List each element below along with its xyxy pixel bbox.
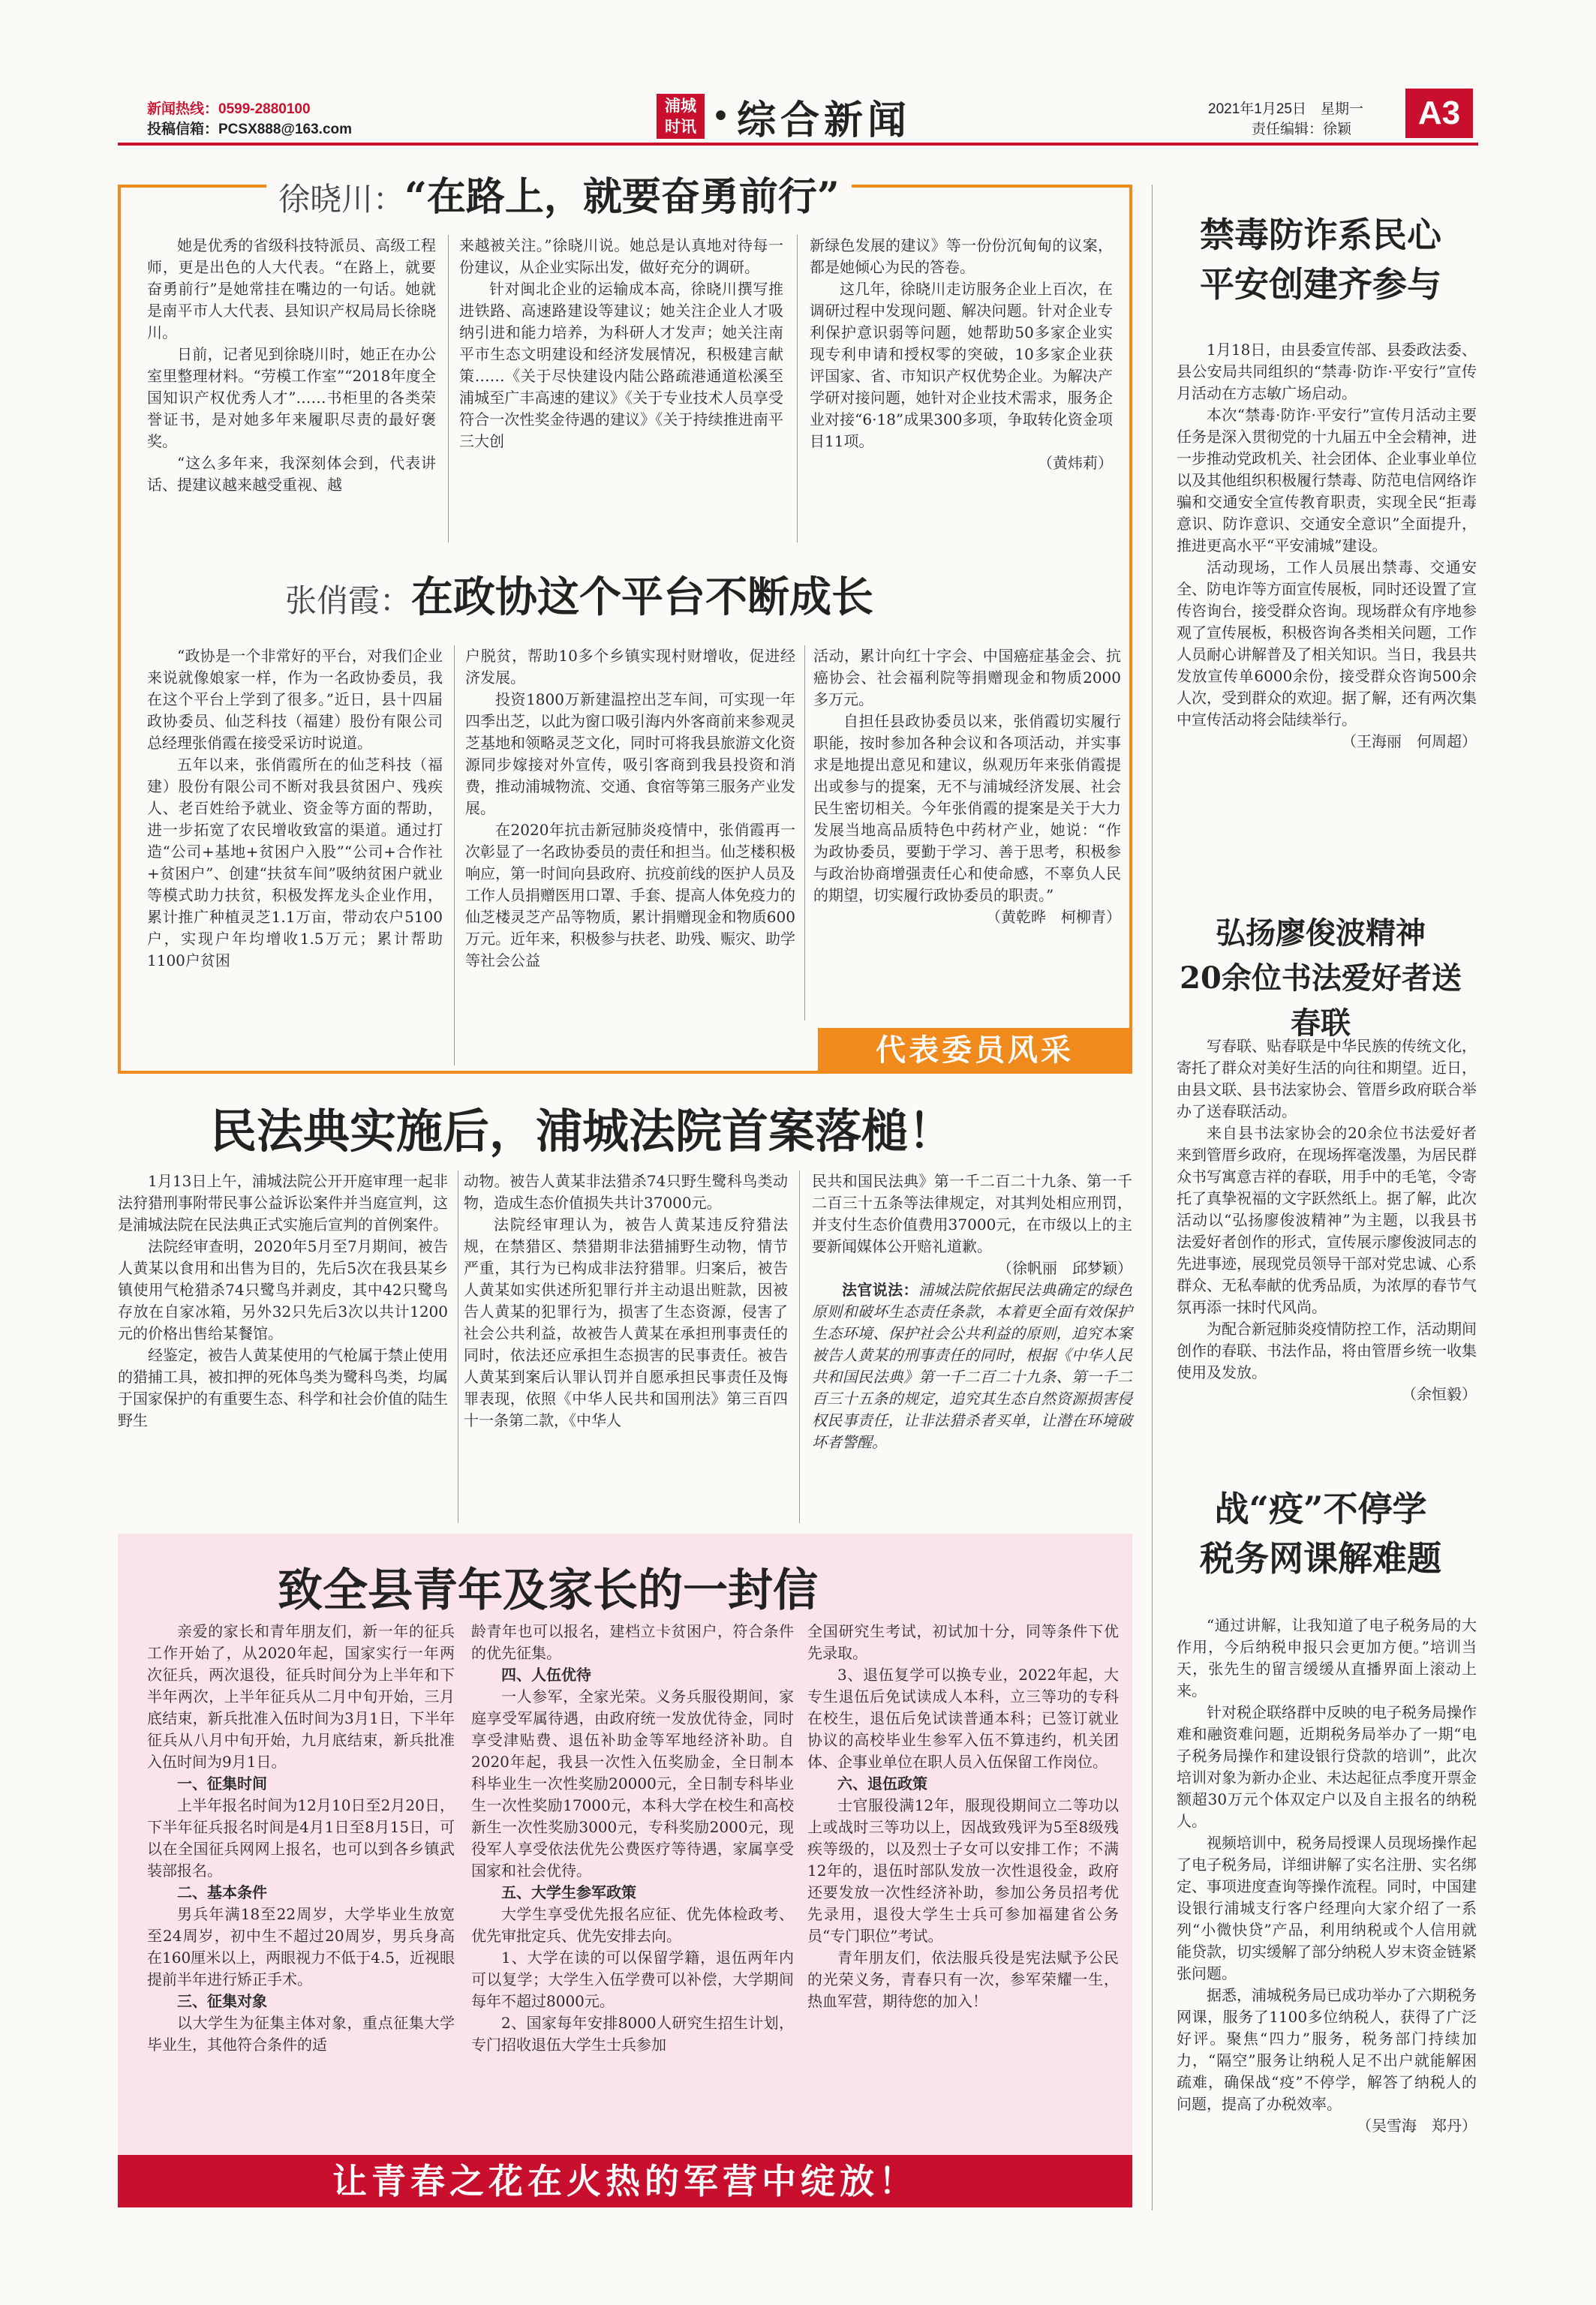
column-tag: 代表委员风采 (818, 1028, 1132, 1073)
divider (799, 1171, 800, 1523)
article-2-col-3: 活动，累计向红十字会、中国癌症基金会、抗癌协会、社会福利院等捐赠现金和物质2000多万元。 自担任县政协委员以来，张俏霞切实履行职能，按时参加各种会议和各项活动，并实事求是地提出意见和建议，纵观历年来张俏霞提出或参与的提案，无不与浦城经济发展、社会民生密切相关。今年张俏霞的提案是关于大力发展当地高品质特色中药材产业，她说：“作为政协委员，要勤于学习、善于思考，积极参与政治协商增强责任心和使命感，不辜负人民的期望，切实履行政协委员的职责。” （黄乾晔 柯柳青） (813, 645, 1121, 928)
article-2-col-1: “政协是一个非常好的平台，对我们企业来说就像娘家一样，作为一名政协委员，我在这个平台上学到了很多。”近日，县十四届政协委员、仙芝科技（福建）股份有限公司总经理张俏霞在接受采访时说道。 五年以来，张俏霞所在的仙芝科技（福建）股份有限公司不断对我县贫困户、残疾人、老百姓给予就业、资金等方面的帮助，进一步拓宽了农民增收致富的渠道。通过打造“公司+基地+贫困户入股”“公司+合作社+贫困户”、创建“扶贫车间”吸纳贫困户就业等模式助力扶贫，积极发挥龙头企业作用，累计推广种植灵芝1.1万亩，带动农户5100户，实现户年均增收1.5万元；累计帮助1100户贫困 (147, 647, 443, 969)
article-7-headline: 战“疫”不停学 税务网课解难题 (1200, 1489, 1441, 1579)
article-1-col-1: 她是优秀的省级科技特派员、高级工程师，更是出色的人大代表。“在路上，就要奋勇前行”是她常挂在嘴边的一句话。她就是南平市人大代表、县知识产权局局长徐晓川。 日前，记者见到徐晓川时，她正在办公室里整理材料。“劳模工作室”“2018年度全国知识产权优秀人才”……书柜里的各类荣誉证书，是对她多年来履职尽责的最好褒奖。 “这么多年来，我深刻体会到，代表讲话、提建议越来越受重视、越 (147, 236, 436, 494)
byline: （吴雪海 郑丹） (1357, 2117, 1477, 2135)
divider (448, 235, 449, 542)
column-divider (1152, 185, 1153, 2210)
hotline: 新闻热线：0599-2880100 (147, 101, 311, 117)
byline: （黄乾晔 柯柳青） (986, 908, 1121, 926)
article-1-col-3: 新绿色发展的建议》等一份份沉甸甸的议案，都是她倾心为民的答卷。 这几年，徐晓川走访服务企业上百次，在调研过程中发现问题、解决问题。针对企业专利保护意识弱等问题，她帮助50多家企业实现专利申请和授权零的突破，10多家企业获评国家、省、市知识产权优势企业。为解决产学研对接问题，她针对企业技术需求，服务企业对接“6·18”成果300多项，争取转化资金项目11项。 （黄炜莉） (810, 235, 1113, 474)
byline: （徐帆丽 邱梦颖） (997, 1259, 1132, 1277)
page-number: A3 (1405, 89, 1473, 138)
mast-dot: • (712, 101, 730, 132)
article-2-col-2: 户脱贫，帮助10多个乡镇实现村财增收，促进经济发展。 投资1800万新建温控出芝车间，可实现一年四季出芝，以此为窗口吸引海内外客商前来参观灵芝基地和领略灵芝文化，同时可将我县旅游文化资源同步嫁接对外宣传，吸引客商到我县投资和消费，推动浦城物流、交通、食宿等第三服务产业发展。 在2020年抗击新冠肺炎疫情中，张俏霞再一次彰显了一名政协委员的责任和担当。仙芝楼积极响应，第一时间向县政府、抗疫前线的医护人员及工作人员捐赠医用口罩、手套、提高人体免疫力的仙芝楼灵芝产品等物质，累计捐赠现金和物质600万元。近年来，积极参与扶老、助残、赈灾、助学等社会公益 (465, 647, 795, 969)
article-1-headline: 徐晓川：“在路上，就要奋勇前行” (266, 165, 852, 221)
byline: （王海丽 何周超） (1342, 732, 1477, 750)
article-5-body: 1月18日，由县委宣传部、县委政法委、县公安局共同组织的“禁毒·防诈·平安行”宣传月活动在方志敏广场启动。 本次“禁毒·防诈·平安行”宣传月活动主要任务是深入贯彻党的十九届五中全会精神，进一步推动党政机关、社会团体、企业事业单位以及其他组织积极履行禁毒、防范电信网络诈骗和交通安全宣传教育职责，实现全民“拒毒意识、防诈意识、交通安全意识”全面提升，推进更高水平“平安浦城”建设。 活动现场，工作人员展出禁毒、交通安全、防电诈等方面宣传展板，同时还设置了宣传咨询台，接受群众咨询。现场群众有序地参观了宣传展板，积极咨询各类相关问题，工作人员耐心讲解普及了相关知识。当日，我县共发放宣传单6000余份，接受群众咨询500余人次，受到群众的欢迎。据了解，还有两次集中宣传活动将会陆续举行。 （王海丽 何周超） (1177, 339, 1477, 753)
article-4-headline: 致全县青年及家长的一封信 (278, 1564, 818, 1617)
article-4-col-2: 龄青年也可以报名，建档立卡贫困户，符合条件的优先征集。 四、人伍优待 一人参军，全家光荣。义务兵服役期间，家庭享受军属待遇，由政府统一发放优待金，同时享受津贴费、退伍补助金等军地经济补助。自2020年起，我县一次性入伍奖励金，全日制本科毕业生一次性奖励20000元，全日制专科毕业生一次性奖励17000元，本科大学在校生和高校新生一次性奖励3000元，专科奖励2000元，现役军人享受依法优先公费医疗等待遇，家属享受国家和社会优待。 五、大学生参军政策 大学生享受优先报名应征、优先体检政考、优先审批定兵、优先安排去向。 1、大学在读的可以保留学籍，退伍两年内可以复学；大学生入伍学费可以补偿，大学期间每年不超过8000元。 2、国家每年安排8000人研究生招生计划，专门招收退伍大学生士兵参加 (471, 1622, 794, 2054)
masthead (657, 90, 911, 143)
divider (797, 235, 798, 542)
article-7-body: “通过讲解，让我知道了电子税务局的大作用，今后纳税申报只会更加方便。”培训当天，张先生的留言缓缓从直播界面上滚动上来。 针对税企联络群中反映的电子税务局操作难和融资难问题，近期税务局举办了一期“电子税务局操作和建设银行贷款的培训”，此次培训对象为新办企业、未达起征点季度开票金额超30万元个体双定户以及自主报名的纳税人。 视频培训中，税务局授课人员现场操作起了电子税务局，详细讲解了实名注册、实名绑定、事项进度查询等操作流程。同时，中国建设银行浦城支行客户经理向大家介绍了一系列“小微快贷”产品，利用纳税或个人信用就能贷款，切实缓解了部分纳税人岁末资金链紧张问题。 据悉，浦城税务局已成功举办了六期税务网课，服务了1100多位纳税人，获得了广泛好评。聚焦“四力”服务，税务部门持续加力，“隔空”服务让纳税人足不出户就能解困疏难，确保战“疫”不停学，解答了纳税人的问题，提高了办税效率。 （吴雪海 郑丹） (1177, 1615, 1477, 2137)
article-3-col-2: 动物。被告人黄某非法猎杀74只野生鹭科鸟类动物，造成生态价值损失共计37000元。 法院经审理认为，被告人黄某违反狩猎法规，在禁猎区、禁猎期非法猎捕野生动物，情节严重，其行为已构成非法狩猎罪。归案后，被告人黄某如实供述所犯罪行并主动退出赃款，因被告人黄某的犯罪行为，损害了生态资源，侵害了社会公共利益，故被告人黄某在承担刑事责任的同时，依法还应承担生态损害的民事责任。被告人黄某到案后认罪认罚并自愿承担民事责任及悔罪表现，依照《中华人民共和国刑法》第三百四十一条第二款，《中华人 (464, 1172, 788, 1429)
editor: 责任编辑：徐颖 (1252, 122, 1352, 137)
divider (454, 645, 455, 1065)
article-4-col-1: 亲爱的家长和青年朋友们，新一年的征兵工作开始了，从2020年起，国家实行一年两次征兵，两次退役，征兵时间分为上半年和下半年两次，上半年征兵从二月中旬开始，三月底结束，新兵批准入伍时间为3月1日，下半年征兵从八月中旬开始，九月底结束，新兵批准入伍时间为9月1日。 一、征集时间 上半年报名时间为12月10日至2月20日，下半年征兵报名时间是4月1日至8月15日，可以在全国征兵网网上报名，也可以到各乡镇武装部报名。 二、基本条件 男兵年满18至22周岁，大学毕业生放宽至24周岁，初中生不超过20周岁，男兵身高在160厘米以上，两眼视力不低于4.5，近视眼提前半年进行矫正手术。 三、征集对象 以大学生为征集主体对象，重点征集大学毕业生，其他符合条件的适 (147, 1622, 455, 2054)
byline: （余恒毅） (1402, 1385, 1477, 1403)
article-1-col-2: 来越被关注。”徐晓川说。她总是认真地对待每一份建议，从企业实际出发，做好充分的调研。 针对闽北企业的运输成本高，徐晓川撰写推进铁路、高速路建设等建议；她关注企业人才吸纳引进和能力培养，为科研人才发声；她关注南平市生态文明建设和经济发展情况，积极建言献策……《关于尽快建设内陆公路疏港通道松溪至浦城至广丰高速的建议》《关于专业技术人员享受符合一次性奖金待遇的建议》《关于持续推进南平三大创 (459, 236, 783, 450)
article-2-headline: 张俏霞：在政协这个平台不断成长 (285, 572, 874, 622)
article-3-headline: 民法典实施后，浦城法院首案落槌！ (210, 1104, 955, 1159)
article-6-body: 写春联、贴春联是中华民族的传统文化，寄托了群众对美好生活的向往和期望。近日，由县文联、县书法家协会、管厝乡政府联合举办了送春联活动。 来自县书法家协会的20余位书法爱好者来到管厝乡政府，在现场挥毫泼墨，为居民群众书写寓意吉祥的春联，用手中的毛笔，令寄托了真挚祝福的文字跃然纸上。据了解，此次活动以“弘扬廖俊波精神”为主题，以我县书法爱好者创作的形式，宣传展示廖俊波同志的先进事迹，展现党员领导干部对党忠诚、心系群众、无私奉献的优秀品质，为浓厚的春节气氛再添一抹时代风尚。 为配合新冠肺炎疫情防控工作，活动期间创作的春联、书法作品，将由管厝乡统一收集使用及发放。 （余恒毅） (1177, 1035, 1477, 1405)
issue-date: 2021年1月25日 星期一 (1208, 101, 1363, 117)
article-5-headline: 禁毒防诈系民心 平安创建齐参与 (1200, 215, 1441, 305)
header-rule (118, 143, 1478, 146)
divider (804, 645, 805, 1020)
header-contact (147, 99, 352, 140)
recruitment-banner: 让青春之花在火热的军营中绽放！ (118, 2155, 1132, 2207)
email: 投稿信箱：PCSX888@163.com (147, 122, 353, 137)
section-title: 综合新闻 (737, 98, 912, 143)
article-6-headline: 弘扬廖俊波精神 20余位书法爱好者送春联 (1180, 915, 1462, 1041)
article-3-col-1: 1月13日上午，浦城法院公开开庭审理一起非法狩猎刑事附带民事公益诉讼案件并当庭宣判，这是浦城法院在民法典正式实施后宣判的首例案件。 法院经审查明，2020年5月至7月期间，被告人黄某以食用和出售为目的，先后5次在我县某乡镇使用气枪猎杀74只鹭鸟并剥皮，其中42只鹭鸟存放在自家冰箱，另外32只先后3次以共计1200元的价格出售给某餐馆。 经鉴定，被告人黄某使用的气枪属于禁止使用的猎捕工具，被扣押的死体鸟类为鹭科鸟类，均属于国家保护的有重要生态、科学和社会价值的陆生野生 (118, 1172, 448, 1429)
article-4-col-3: 全国研究生考试，初试加十分，同等条件下优先录取。 3、退伍复学可以换专业，2022年起，大专生退伍后免试读成人本科，立三等功的专科在校生，退伍后免试读普通本科；已签订就业协议的高校毕业生参军入伍不算违约，机关团体、企事业单位在职人员入伍保留工作岗位。 六、退伍政策 士官服役满12年，服现役期间立二等功以上或战时三等功以上，因战致残评为5至8级残疾等级的，以及烈士子女可以安排工作；不满12年的，退伍时部队发放一次性退役金，政府还要发放一次性经济补助，参加公务员招考优先录用，退役大学生士兵可参加福建省公务员“专门职位”考试。 青年朋友们，依法服兵役是宪法赋予公民的光荣义务，青春只有一次，参军荣耀一生，热血军营，期待您的加入！ (807, 1622, 1119, 2010)
article-3-col-3: 民共和国民法典》第一千二百二十九条、第一千二百三十五条等法律规定，对其判处相应刑罚，并支付生态价值费用37000元，在市级以上的主要新闻媒体公开赔礼道歉。 （徐帆丽 邱梦颖） 法官说法：浦城法院依据民法典确定的绿色原则和破坏生态责任条款，本着更全面有效保护生态环境、保护社会公共利益的原则，追究本案被告人黄某的刑事责任的同时，根据《中华人民共和国民法典》第一千二百二十九条、第一千二百三十五条的规定，追究其生态自然资源损害侵权民事责任，让非法猎杀者买单，让潜在环境破坏者警醒。 (812, 1171, 1132, 1453)
byline: （黄炜莉） (1038, 454, 1113, 472)
judge-comment: 法官说法：浦城法院依据民法典确定的绿色原则和破坏生态责任条款，本着更全面有效保护生态环境、保护社会公共利益的原则，追究本案被告人黄某的刑事责任的同时，根据《中华人民共和国民法典》第一千二百二十九条、第一千二百三十五条的规定，追究其生态自然资源损害侵权民事责任，让非法猎杀者买单，让潜在环境破坏者警醒。 (812, 1281, 1133, 1451)
header-meta (1208, 99, 1363, 140)
brand-logo: 浦城 时讯 (657, 94, 705, 139)
